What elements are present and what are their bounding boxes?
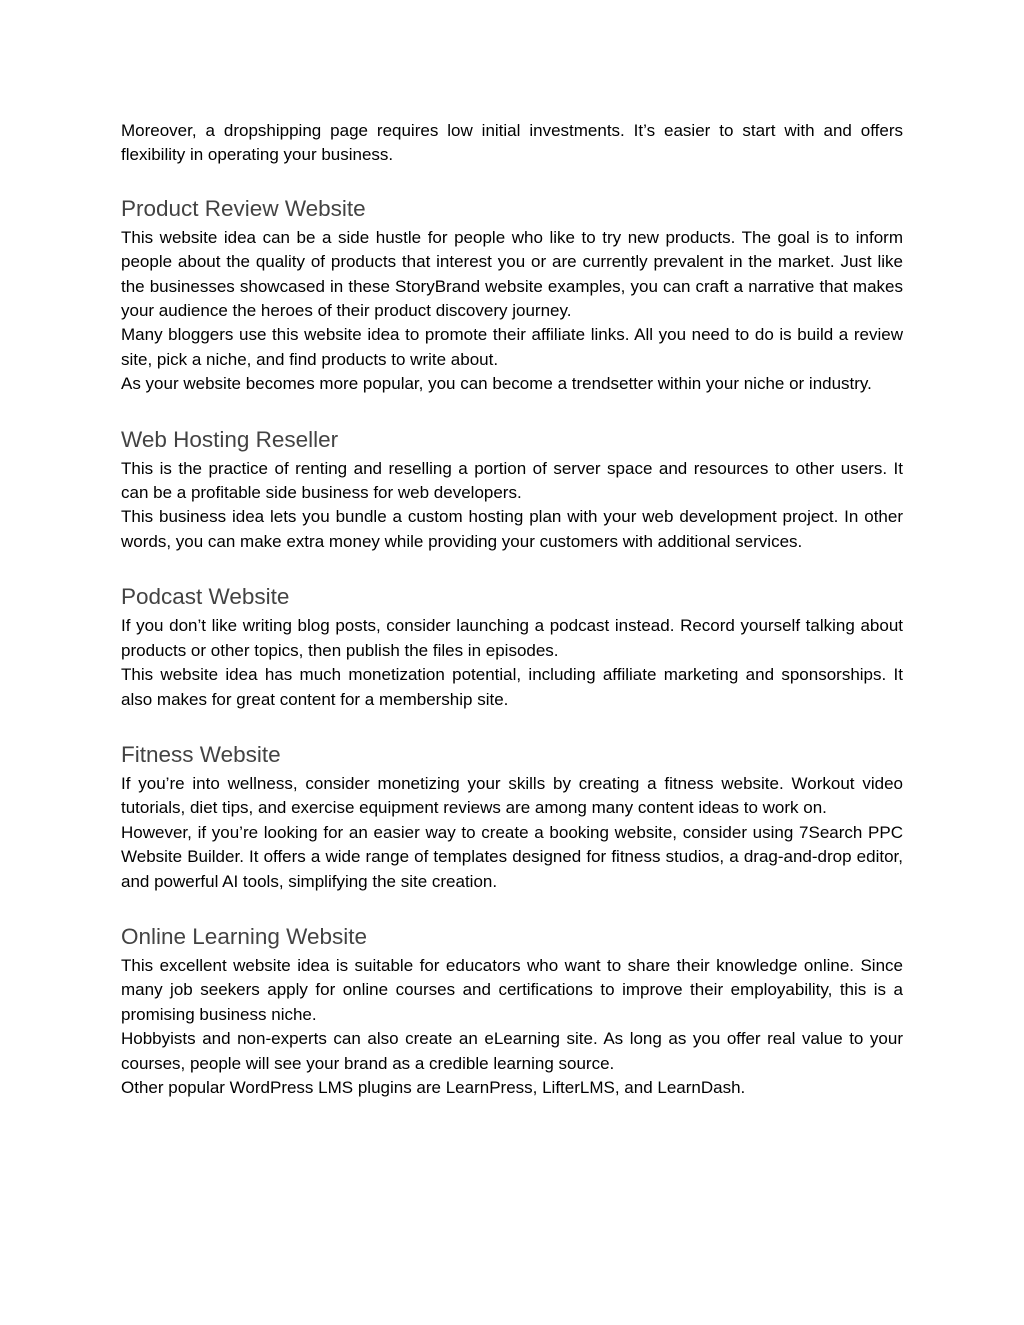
intro-block — [121, 119, 903, 168]
paragraph: This website idea has much monetization potential, including affiliate marketing and sponsorships. It also makes for great content for a membership site. — [121, 665, 903, 709]
document-page — [121, 119, 903, 1100]
section-fitness — [121, 740, 903, 894]
section-heading: Online Learning Website — [121, 923, 367, 949]
paragraph: As your website becomes more popular, you can become a trendsetter within your niche or industry. — [121, 374, 872, 394]
paragraph: Hobbyists and non-experts can also create an eLearning site. As long as you offer real value to your courses, people will see your brand as a credible learning source. — [121, 1029, 903, 1073]
paragraph: This website idea can be a side hustle for people who like to try new products. The goal is to inform people about the quality of products that interest you or are currently prevalent in the market. Just like the businesses showcased in these StoryBrand website examples, you can craft a narrative that makes your audience the heroes of their product discovery journey. — [121, 227, 903, 321]
paragraph: If you don’t like writing blog posts, consider launching a podcast instead. Record yourself talking about products or other topics, then publish the files in episodes. — [121, 616, 903, 660]
section-product-review — [121, 194, 903, 397]
section-heading: Podcast Website — [121, 584, 290, 610]
paragraph: This business idea lets you bundle a custom hosting plan with your web development project. In other words, you can make extra money while providing your customers with additional services. — [121, 507, 903, 551]
paragraph: This excellent website idea is suitable for educators who want to share their knowledge online. Since many job seekers apply for online courses and certifications to improve their employability, this is a promising business niche. — [121, 955, 903, 1024]
paragraph: If you’re into wellness, consider monetizing your skills by creating a fitness website. Workout video tutorials, diet tips, and exercise equipment reviews are among many content ideas to work on. — [121, 773, 903, 818]
section-heading: Web Hosting Reseller — [121, 426, 339, 452]
section-heading: Product Review Website — [121, 195, 366, 221]
paragraph: Other popular WordPress LMS plugins are LearnPress, LifterLMS, and LearnDash. — [121, 1077, 746, 1097]
paragraph: This is the practice of renting and reselling a portion of server space and resources to other users. It can be a profitable side business for web developers. — [121, 458, 903, 503]
paragraph: Many bloggers use this website idea to promote their affiliate links. All you need to do is build a review site, pick a niche, and find products to write about. — [121, 325, 903, 369]
paragraph: Moreover, a dropshipping page requires low initial investments. It’s easier to start with and offers flexibility in operating your business. — [121, 121, 903, 165]
section-heading: Fitness Website — [121, 741, 281, 767]
section-online-learning — [121, 922, 903, 1100]
section-podcast — [121, 582, 903, 712]
section-web-hosting-reseller — [121, 425, 903, 555]
paragraph: However, if you’re looking for an easier way to create a booking website, consider using 7Search PPC Website Builder. It offers a wide range of templates designed for fitness studios, a drag-and-drop editor, and powerful AI tools, simplifying the site creation. — [121, 822, 903, 891]
